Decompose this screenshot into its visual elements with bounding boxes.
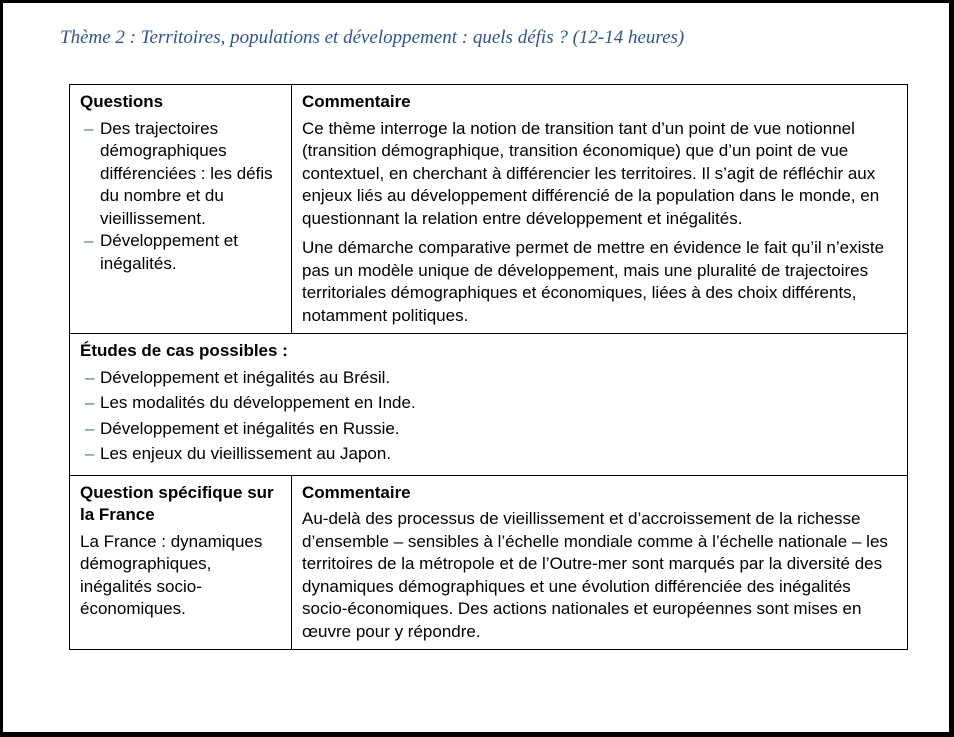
list-item: – Les enjeux du vieillissement au Japon. xyxy=(80,443,899,466)
table-row xyxy=(70,85,908,334)
france-commentaire-header: Commentaire xyxy=(302,482,411,502)
list-item: – Des trajectoires démographiques différenciées : les défis du nombre et du vieillissement. xyxy=(80,118,283,231)
france-question-text: La France : dynamiques démographiques, inégalités socio-économiques. xyxy=(80,531,263,618)
france-commentaire-paragraph: Au-delà des processus de vieillissement et d’accroissement de la richesse d’ensemble – sensibles à l’échelle mondiale comme à l’échelle nationale – les territoires de la métropole et de l’Outre-mer sont marqués par la diversité des dynamiques démographiques et une évolution différenciée des inégalités socio-économiques. Des actions nationales et européennes sont mises en œuvre pour y répondre. xyxy=(302,509,888,641)
case-studies-list xyxy=(80,367,899,466)
list-item: – Développement et inégalités. xyxy=(80,230,283,275)
france-question-cell xyxy=(70,475,292,650)
theme-title: Thème 2 : Territoires, populations et développement : quels défis ? (12-14 heures) xyxy=(60,27,685,48)
table-row xyxy=(70,475,908,650)
questions-header: Questions xyxy=(80,92,164,111)
commentaire-header: Commentaire xyxy=(302,92,411,111)
table-row xyxy=(70,334,908,476)
case-studies-cell xyxy=(70,334,908,476)
france-commentaire-cell xyxy=(292,475,908,650)
list-item: – Développement et inégalités au Brésil. xyxy=(80,367,899,390)
questions-cell xyxy=(70,85,292,334)
questions-list xyxy=(80,118,283,276)
commentaire-paragraph: Une démarche comparative permet de mettre en évidence le fait qu’il n’existe pas un modèle unique de développement, mais une pluralité de trajectoires territoriales démographiques et économiques, liées à des choix différents, notamment politiques. xyxy=(302,238,885,325)
list-item: – Développement et inégalités en Russie. xyxy=(80,418,899,441)
commentaire-paragraph: Ce thème interroge la notion de transition tant d’un point de vue notionnel (transition démographique, transition économique) que d’un point de vue contextuel, en cherchant à différencier les territoires. Il s’agit de réfléchir aux enjeux liés au développement différencié de la population dans le monde, en questionnant la relation entre développement et inégalités. xyxy=(302,118,880,228)
list-item: – Les modalités du développement en Inde. xyxy=(80,392,899,415)
case-studies-header: Études de cas possibles : xyxy=(80,341,288,360)
commentaire-cell xyxy=(292,85,908,334)
france-question-header: Question spécifique sur la France xyxy=(80,482,274,524)
program-table xyxy=(69,84,908,650)
